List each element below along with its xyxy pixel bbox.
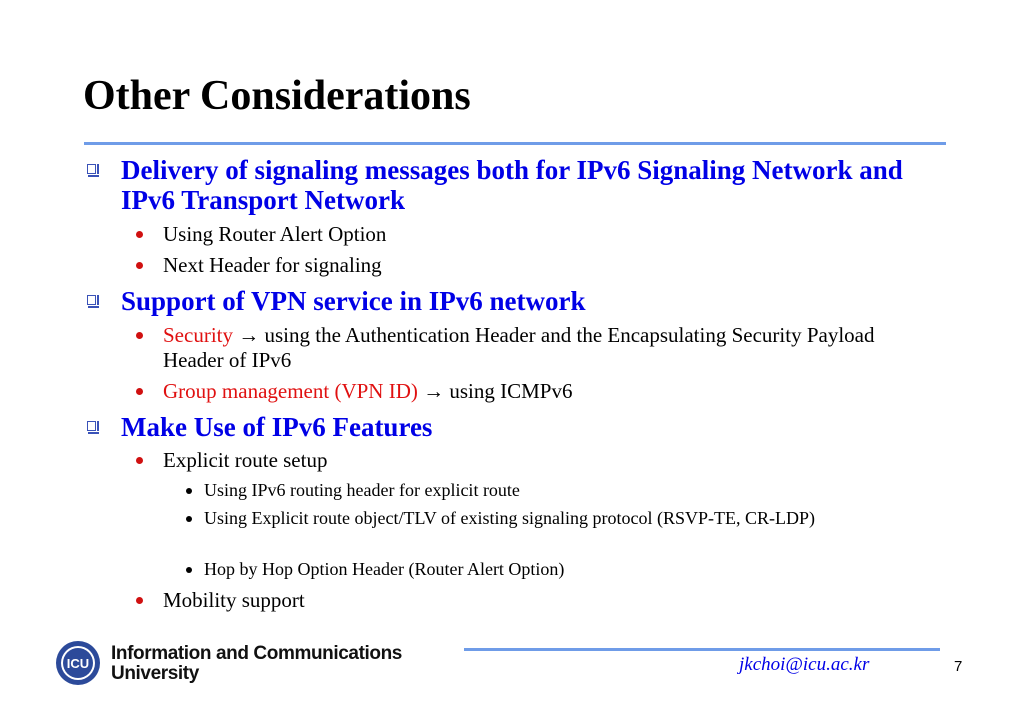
- bullet-heading-ipv6-features: Make Use of IPv6 Features: [121, 412, 433, 442]
- sub-bullet-mobility: Mobility support: [163, 588, 305, 612]
- slide-title: Other Considerations: [83, 73, 471, 119]
- bullet-heading-vpn: Support of VPN service in IPv6 network: [121, 286, 586, 316]
- icu-logo-icon: [55, 640, 101, 686]
- subsub-bullet-explicit-route-object: Using Explicit route object/TLV of existing signaling protocol (RSVP-TE, CR-LDP): [204, 508, 815, 528]
- author-email: jkchoi@icu.ac.kr: [739, 654, 870, 675]
- sub-bullet-explicit-route: Explicit route setup: [163, 448, 328, 472]
- right-arrow-icon: →: [238, 323, 260, 347]
- dot-bullet-icon: [136, 388, 143, 395]
- subsub-bullet-hop-by-hop: Hop by Hop Option Header (Router Alert Option): [204, 559, 565, 579]
- title-divider: [84, 142, 946, 145]
- dot-bullet-icon: [136, 597, 143, 604]
- group-management-label: Group management (VPN ID): [163, 379, 418, 403]
- sub-bullet-next-header: Next Header for signaling: [163, 253, 382, 277]
- square-bullet-icon: [87, 295, 96, 305]
- sub-bullet-security: [163, 323, 923, 373]
- logo-text: ICU: [66, 656, 90, 671]
- subsub-bullet-routing-header: Using IPv6 routing header for explicit route: [204, 480, 520, 500]
- group-management-description: using ICMPv6: [449, 379, 573, 403]
- dot-bullet-icon: [136, 262, 143, 269]
- right-arrow-icon: →: [423, 379, 445, 403]
- dot-bullet-icon: [136, 457, 143, 464]
- dot-bullet-icon: [136, 231, 143, 238]
- footer-divider: [464, 648, 940, 651]
- sub-bullet-group-management: [163, 379, 923, 404]
- dot-bullet-icon: [186, 488, 192, 494]
- security-description: using the Authentication Header and the Encapsulating Security Payload Header of IPv6: [163, 323, 875, 372]
- bullet-heading-delivery: Delivery of signaling messages both for IPv6 Signaling Network and IPv6 Transport Network: [121, 155, 903, 215]
- page-number: 7: [954, 658, 963, 675]
- dot-bullet-icon: [136, 332, 143, 339]
- university-line-1: Information and Communications: [111, 643, 402, 664]
- security-label: Security: [163, 323, 233, 347]
- square-bullet-icon: [87, 421, 96, 431]
- sub-bullet-router-alert: Using Router Alert Option: [163, 222, 387, 246]
- square-bullet-icon: [87, 164, 96, 174]
- dot-bullet-icon: [186, 567, 192, 573]
- university-name: [111, 644, 402, 684]
- dot-bullet-icon: [186, 516, 192, 522]
- university-line-2: University: [111, 663, 199, 684]
